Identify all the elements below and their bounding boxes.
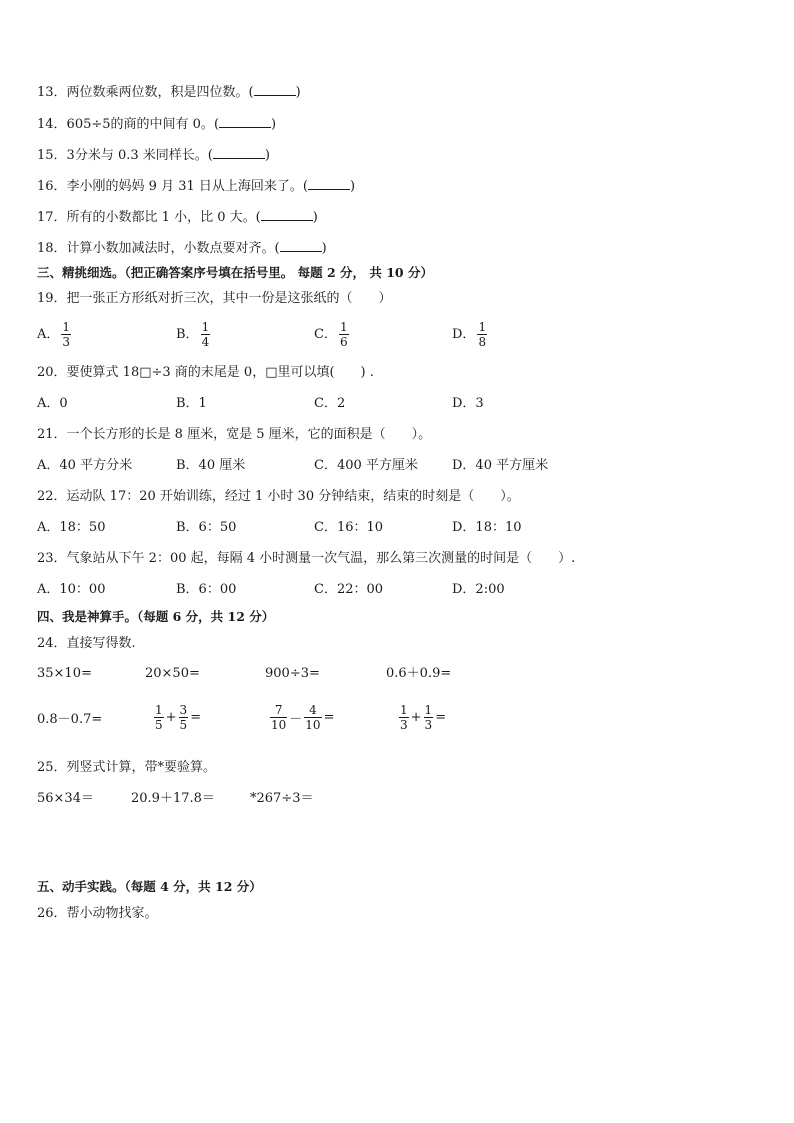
question-17: 17．所有的小数都比 1 小，比 0 大。( ) xyxy=(37,210,318,225)
section-3-heading: 三、精挑细选。（把正确答案序号填在括号里。 每题 2 分， 共 10 分） xyxy=(37,265,433,280)
fraction: $\frac{1}{3}$ xyxy=(62,320,71,349)
question-text: 14．605÷5的商的中间有 0。 xyxy=(37,117,214,132)
option-22-a[interactable]: A．18：50 xyxy=(37,520,106,535)
calc-item: 0.6＋0.9= xyxy=(386,666,452,681)
option-20-a[interactable]: A．0 xyxy=(37,396,68,411)
option-23-b[interactable]: B．6：00 xyxy=(176,582,237,597)
option-20-b[interactable]: B．1 xyxy=(176,396,207,411)
answer-blank[interactable] xyxy=(213,146,265,159)
answer-blank[interactable] xyxy=(308,177,350,190)
option-22-b[interactable]: B．6：50 xyxy=(176,520,237,535)
fraction-expression: $\frac{1}{5}$ + $\frac{3}{5}$ = xyxy=(155,703,202,732)
calc-item: 35×10= xyxy=(37,666,92,681)
option-23-d[interactable]: D．2:00 xyxy=(452,582,505,597)
option-22-d[interactable]: D．18：10 xyxy=(452,520,522,535)
calc-item: 900÷3= xyxy=(265,666,320,681)
option-19-a[interactable]: A． $\frac{1}{3}$ xyxy=(37,320,71,349)
question-19: 19．把一张正方形纸对折三次，其中一份是这张纸的（ ） xyxy=(37,291,392,306)
option-20-c[interactable]: C．2 xyxy=(314,396,346,411)
question-text: 13．两位数乘两位数，积是四位数。 xyxy=(37,85,249,100)
answer-blank[interactable] xyxy=(261,208,313,221)
option-21-d[interactable]: D．40 平方厘米 xyxy=(452,458,549,473)
question-16: 16．李小刚的妈妈 9 月 31 日从上海回来了。( ) xyxy=(37,179,356,194)
question-text: 16．李小刚的妈妈 9 月 31 日从上海回来了。 xyxy=(37,179,303,194)
question-22: 22．运动队 17：20 开始训练，经过 1 小时 30 分钟结束，结束的时刻是（ ）。 xyxy=(37,489,520,504)
fraction-expression: $\frac{7}{10}$ － $\frac{4}{10}$ = xyxy=(271,703,335,732)
option-21-a[interactable]: A．40 平方分米 xyxy=(37,458,133,473)
answer-blank[interactable] xyxy=(254,83,296,96)
option-19-b[interactable]: B． $\frac{1}{4}$ xyxy=(176,320,210,349)
question-26: 26．帮小动物找家。 xyxy=(37,906,158,921)
calc-item: 20.9＋17.8＝ xyxy=(131,791,215,806)
question-25: 25．列竖式计算，带*要验算。 xyxy=(37,760,217,775)
option-19-d[interactable]: D． $\frac{1}{8}$ xyxy=(452,320,487,349)
section-4-heading: 四、我是神算手。（每题 6 分，共 12 分） xyxy=(37,609,275,624)
question-text: 17．所有的小数都比 1 小，比 0 大。 xyxy=(37,210,256,225)
option-19-c[interactable]: C． $\frac{1}{6}$ xyxy=(314,320,348,349)
calc-item: 20×50= xyxy=(145,666,200,681)
fraction: $\frac{1}{6}$ xyxy=(339,320,348,349)
question-18: 18．计算小数加减法时，小数点要对齐。( ) xyxy=(37,241,327,256)
question-15: 15．3分米与 0.3 米同样长。( ) xyxy=(37,148,270,163)
question-text: 18．计算小数加减法时，小数点要对齐。 xyxy=(37,241,275,256)
question-text: 15．3分米与 0.3 米同样长。 xyxy=(37,148,208,163)
question-23: 23．气象站从下午 2：00 起，每隔 4 小时测量一次气温，那么第三次测量的时间是（ ）. xyxy=(37,551,576,566)
calc-item: 56×34＝ xyxy=(37,791,94,806)
calc-item: 0.8－0.7= xyxy=(37,712,103,727)
option-21-c[interactable]: C．400 平方厘米 xyxy=(314,458,418,473)
option-20-d[interactable]: D．3 xyxy=(452,396,484,411)
option-23-a[interactable]: A．10：00 xyxy=(37,582,106,597)
question-20: 20．要使算式 18□÷3 商的末尾是 0，□里可以填( ) . xyxy=(37,365,374,380)
fraction-expression: $\frac{1}{3}$ + $\frac{1}{3}$ = xyxy=(400,703,447,732)
answer-blank[interactable] xyxy=(280,239,322,252)
fraction: $\frac{1}{8}$ xyxy=(478,320,487,349)
fraction: $\frac{1}{4}$ xyxy=(201,320,210,349)
question-24: 24．直接写得数. xyxy=(37,636,136,651)
option-22-c[interactable]: C．16：10 xyxy=(314,520,384,535)
question-13: 13．两位数乘两位数，积是四位数。( ) xyxy=(37,85,301,100)
answer-blank[interactable] xyxy=(219,115,271,128)
question-14: 14．605÷5的商的中间有 0。( ) xyxy=(37,117,277,132)
question-21: 21．一个长方形的长是 8 厘米，宽是 5 厘米，它的面积是（ ）。 xyxy=(37,427,432,442)
option-21-b[interactable]: B．40 厘米 xyxy=(176,458,246,473)
section-5-heading: 五、动手实践。（每题 4 分，共 12 分） xyxy=(37,879,262,894)
calc-item: *267÷3＝ xyxy=(250,791,314,806)
option-23-c[interactable]: C．22：00 xyxy=(314,582,384,597)
